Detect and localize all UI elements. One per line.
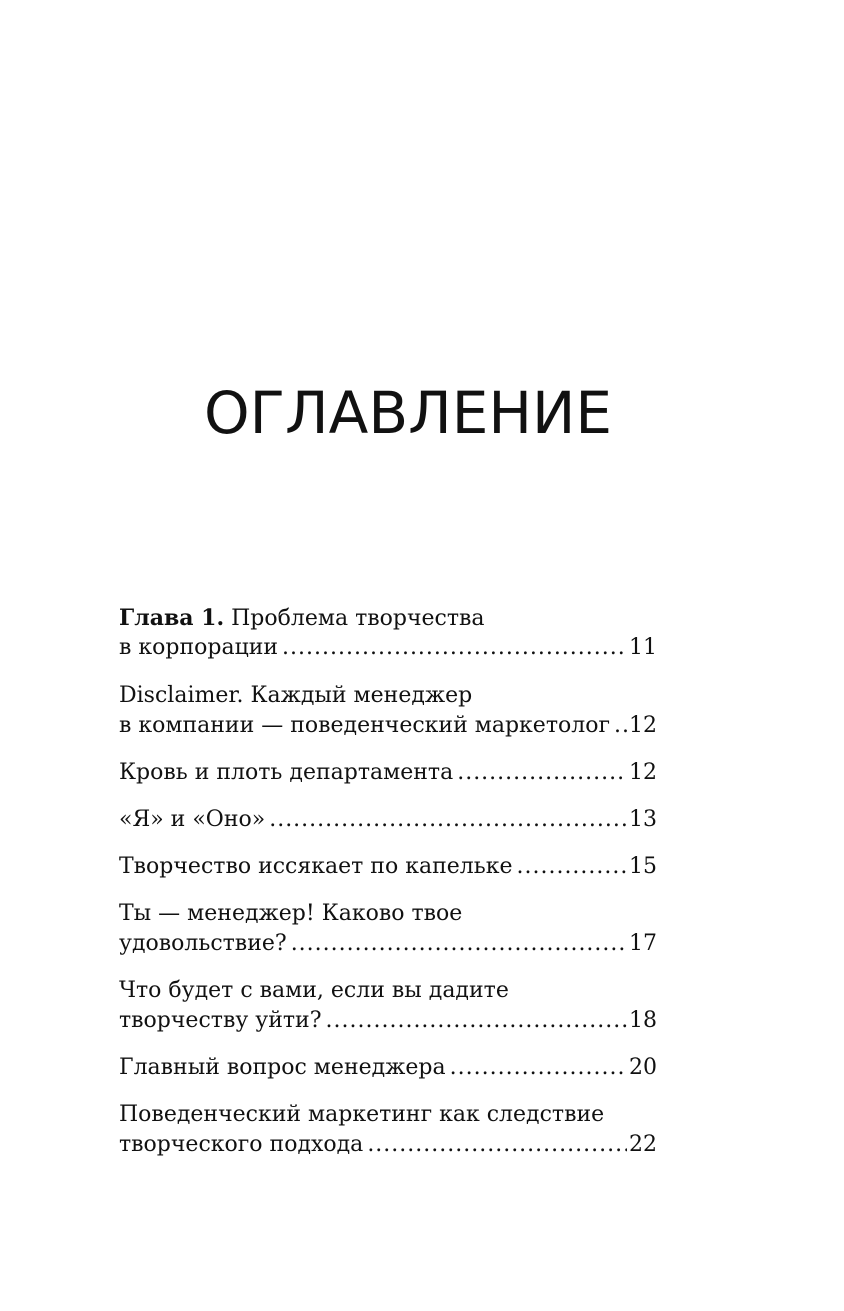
page-number: 13 [629,807,657,832]
toc-entry-text: творчеству уйти? [119,1008,322,1033]
toc-entry-text: Кровь и плоть департамента [119,760,454,785]
toc-entry-line [119,633,657,663]
toc-entry-text: в компании — поведенческий маркетолог [119,713,610,738]
toc-entry-line [119,758,657,788]
leader-dots [367,1130,627,1160]
page-number: 15 [629,854,657,879]
toc-entry [119,1053,657,1083]
toc-entry-line: Disclaimer. Каждый менеджер [119,683,473,708]
toc-entry-text: творческого подхода [119,1132,364,1157]
leader-dots [326,1006,627,1036]
leader-dots [614,711,627,741]
toc-entry [119,1100,657,1160]
toc-entry [119,899,657,959]
toc-entry-text: Главный вопрос менеджера [119,1055,446,1080]
toc-entry-line [119,929,657,959]
table-of-contents [119,603,657,1160]
page-number: 12 [629,713,657,738]
leader-dots [282,633,627,663]
chapter-label: Глава 1. [119,605,225,631]
page-number: 12 [629,760,657,785]
toc-entry-text: Творчество иссякает по капельке [119,854,513,879]
page-number: 18 [629,1008,657,1033]
toc-entry [119,758,657,788]
toc-entry-line [119,1053,657,1083]
leader-dots [450,1053,627,1083]
toc-entry-line [119,1006,657,1036]
page-number: 20 [629,1055,657,1080]
toc-entry-line: Что будет с вами, если вы дадите [119,978,509,1003]
page-number: 17 [629,931,657,956]
leader-dots [269,805,627,835]
leader-dots [457,758,627,788]
toc-entry-line [119,852,657,882]
toc-entry [119,852,657,882]
toc-entry [119,603,657,663]
toc-entry-text: «Я» и «Оно» [119,807,266,832]
toc-entry [119,976,657,1036]
page-number: 11 [629,635,657,660]
toc-entry-line [119,711,657,741]
toc-entry-line [119,805,657,835]
page-title: ОГЛАВЛЕНИЕ [204,379,613,447]
toc-entry-text: удовольствие? [119,931,287,956]
toc-entry-text: Проблема творчества [231,606,485,631]
leader-dots [291,929,627,959]
toc-entry [119,805,657,835]
toc-entry [119,681,657,741]
toc-entry-line [119,603,657,633]
page-number: 22 [629,1132,657,1157]
toc-entry-line [119,1130,657,1160]
toc-entry-text: в корпорации [119,635,279,660]
toc-entry-line: Поведенческий маркетинг как следствие [119,1102,605,1127]
toc-entry-line: Ты — менеджер! Каково твое [119,901,463,926]
leader-dots [516,852,627,882]
